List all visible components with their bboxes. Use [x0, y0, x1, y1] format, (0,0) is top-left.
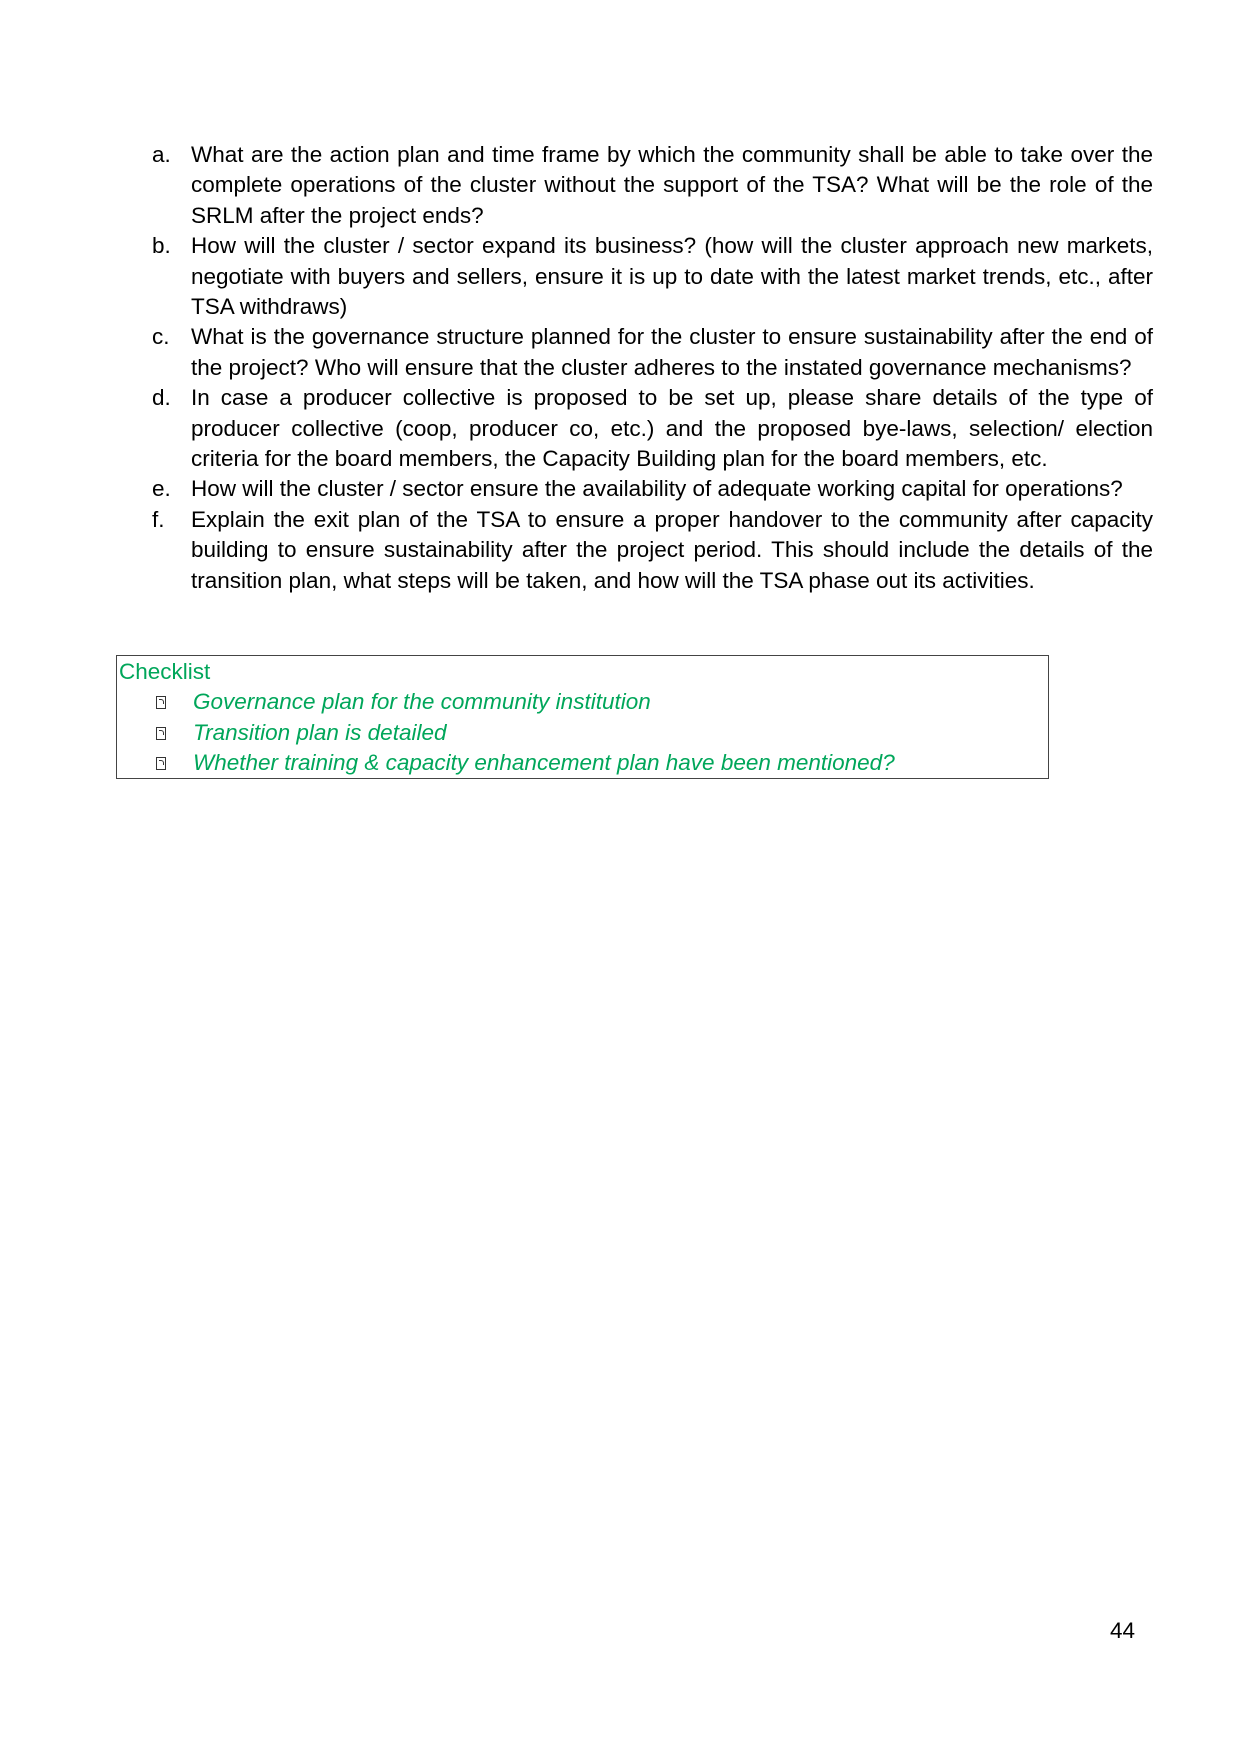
question-marker: b. — [152, 233, 171, 259]
checkbox-icon — [156, 727, 166, 740]
question-marker: e. — [152, 476, 171, 502]
checkbox-icon — [156, 757, 166, 770]
question-item-c — [152, 322, 1153, 383]
question-item-a — [152, 140, 1153, 231]
question-marker: a. — [152, 142, 171, 167]
question-item-b — [152, 231, 1153, 322]
checklist-text: Whether training & capacity enhancement plan have been mentioned? — [193, 750, 895, 775]
question-item-d — [152, 383, 1153, 474]
question-marker: d. — [152, 385, 171, 411]
question-marker: f. — [152, 506, 165, 532]
checkbox-icon — [156, 696, 166, 709]
checklist-box — [116, 655, 1049, 779]
page-number: 44 — [1110, 1618, 1136, 1643]
question-text: What are the action plan and time frame by which the community shall be able to take over the complete operations of the cluster without the support of the TSA? What will be the role of the SRLM after the project ends? — [191, 142, 1153, 228]
question-text: How will the cluster / sector expand its business? (how will the cluster approach new markets, negotiate with buyers and sellers, ensure it is up to date with the latest market trends, etc., after TSA withdraws) — [191, 233, 1153, 320]
question-list — [152, 140, 1153, 596]
question-text: In case a producer collective is proposed to be set up, please share details of the type of producer collective (coop, producer co, etc.) and the proposed bye-laws, selection/ election criteria for the board members, the Capacity Building plan for the board members, etc. — [191, 385, 1153, 472]
question-marker: c. — [152, 324, 170, 350]
question-item-e — [152, 474, 1153, 504]
checklist-text: Transition plan is detailed — [193, 719, 447, 745]
question-text: Explain the exit plan of the TSA to ensure a proper handover to the community after capacity building to ensure sustainability after the project period. This should include the details of the transition plan, what steps will be taken, and how will the TSA phase out its activities. — [191, 506, 1153, 593]
question-text: What is the governance structure planned for the cluster to ensure sustainability after the end of the project? Who will ensure that the cluster adheres to the instated governance mechanisms? — [191, 324, 1153, 380]
checklist-text: Governance plan for the community institution — [193, 689, 651, 714]
question-item-f — [152, 505, 1153, 596]
checklist-title: Checklist — [119, 659, 211, 684]
question-text: How will the cluster / sector ensure the availability of adequate working capital for operations? — [191, 476, 1123, 502]
